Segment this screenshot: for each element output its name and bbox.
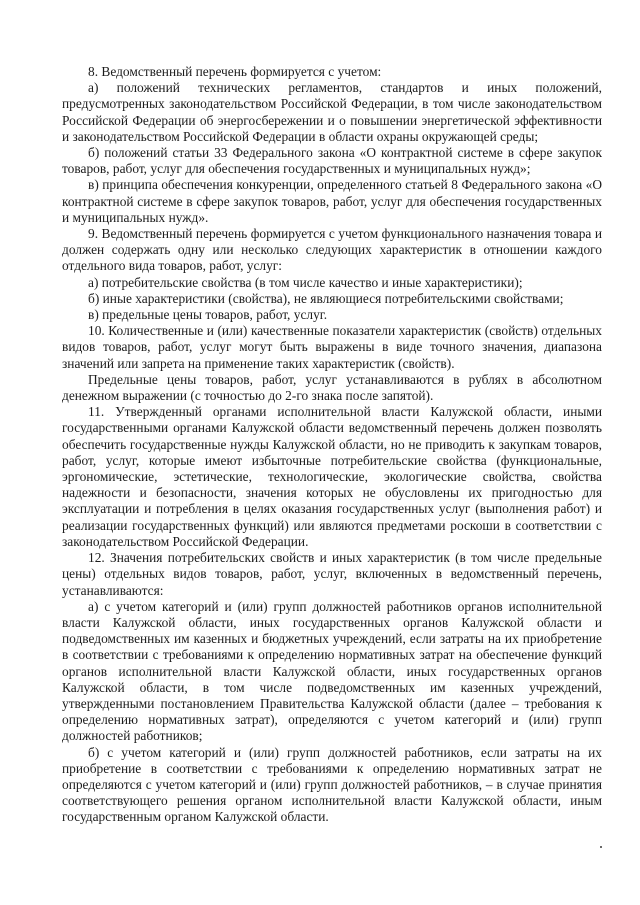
paragraph-10-prices: Предельные цены товаров, работ, услуг устанавливаются в рублях в абсолютном денежном выражении (с точностью до 2-го знака после запятой). <box>62 371 602 404</box>
paragraph-8a: а) положений технических регламентов, стандартов и иных положений, предусмотренных законодательством Российской Федерации, в том числе законодательством Российской Федерации об энергосбережении и о повышении энергетической эффективности и законодательством Российской Федерации в области охраны окружающей среды; <box>62 80 602 144</box>
paragraph-9v: в) предельные цены товаров, работ, услуг. <box>88 307 328 323</box>
paragraph-9a: а) потребительские свойства (в том числе качество и иные характеристики); <box>88 274 523 290</box>
paragraph-12b: б) с учетом категорий и (или) групп должностей работников, если затраты на их приобретение в соответствии с требованиями к определению нормативных затрат не определяются с учетом категорий и (или) групп должностей работников, – в случае принятия соответствующего решения органом исполнительной власти Калужской области, иным государственным органом Калужской области. <box>62 744 602 825</box>
paragraph-9: 9. Ведомственный перечень формируется с учетом функционального назначения товара и должен содержать одну или несколько следующих характеристик в отношении каждого отдельного вида товаров, работ, услуг: <box>62 226 602 274</box>
paragraph-12: 12. Значения потребительских свойств и иных характеристик (в том числе предельные цены) отдельных видов товаров, работ, услуг, включенных в ведомственный перечень, устанавливаются: <box>62 550 602 598</box>
scan-speck <box>600 846 602 848</box>
paragraph-8v: в) принципа обеспечения конкуренции, определенного статьей 8 Федерального закона «О контрактной системе в сфере закупок товаров, работ, услуг для обеспечения государственных и муниципальных нужд». <box>62 177 602 225</box>
paragraph-12a: а) с учетом категорий и (или) групп должностей работников органов исполнительной власти Калужской области, иных государственных органов Калужской области и подведомственных им казенных и бюджетных учреждений, если затраты на их приобретение в соответствии с требованиями к определению нормативных затрат на обеспечение функций органов исполнительной власти Калужской области, иных государственных органов Калужской области, в том числе подведомственных им казенных учреждений, утвержденными постановлением Правительства Калужской области (далее – требования к определению нормативных затрат), определяются с учетом категорий и (или) групп должностей работников; <box>62 598 602 744</box>
paragraph-9b: б) иные характеристики (свойства), не являющиеся потребительскими свойствами; <box>88 290 564 306</box>
paragraph-8: 8. Ведомственный перечень формируется с учетом: <box>88 64 382 79</box>
document-body <box>62 64 602 826</box>
paragraph-8b: б) положений статьи 33 Федерального закона «О контрактной системе в сфере закупок товаров, работ, услуг для обеспечения государственных и муниципальных нужд»; <box>62 145 602 177</box>
paragraph-10: 10. Количественные и (или) качественные показатели характеристик (свойств) отдельных видов товаров, работ, услуг могут быть выражены в виде точного значения, диапазона значений или запрета на применение таких характеристик (свойств). <box>62 323 602 371</box>
paragraph-11: 11. Утвержденный органами исполнительной власти Калужской области, иными государственными органами Калужской области ведомственный перечень должен позволять обеспечить государственные нужды Калужской области, но не приводить к закупкам товаров, работ, услуг, которые имеют избыточные потребительские свойства (функциональные, эргономические, эстетические, технологические, экологические свойства, свойства надежности и безопасности, значения которых не обусловлены их пригодностью для эксплуатации и потребления в целях оказания государственных услуг (выполнения работ) и реализации государственных функций) или являются предметами роскоши в соответствии с законодательством Российской Федерации. <box>62 404 602 549</box>
